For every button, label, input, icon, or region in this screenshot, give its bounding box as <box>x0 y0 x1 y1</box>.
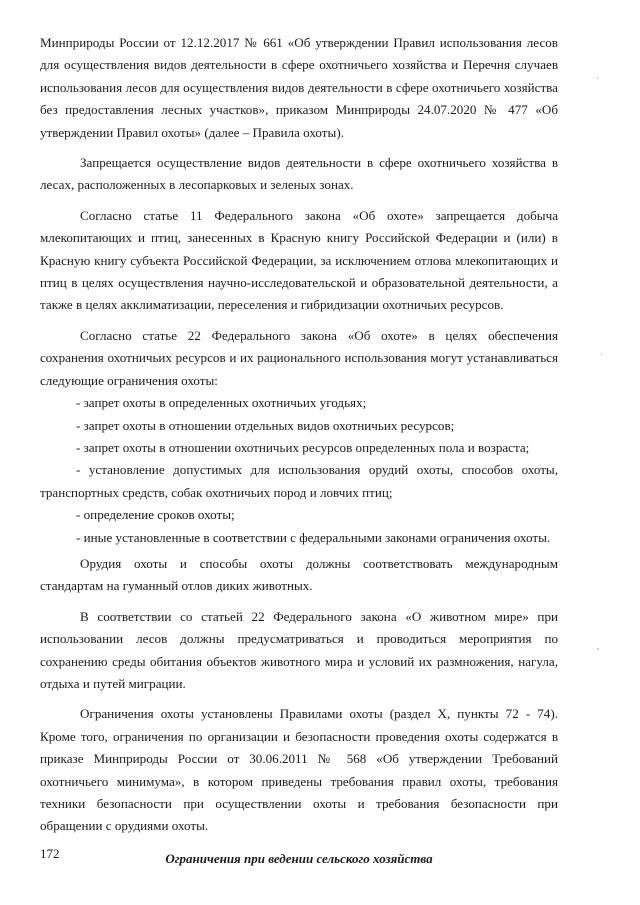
scan-mark: · <box>596 74 599 83</box>
paragraph-hunting-rules: Ограничения охоты установлены Правилами охоты (раздел X, пункты 72 - 74). Кроме того, ограничения по организации и безопасности проведения охоты содержатся в приказе Минприроды России от 30.06.2011 № 568 «Об утверждении Требований охотничьего минимума», в котором приведены требования правил охоты, требования техники безопасности при осуществлении охоты и требования безопасности при обращении с орудиями охоты. <box>40 706 558 834</box>
paragraph-article-22: Согласно статье 22 Федерального закона «Об охоте» в целях обеспечения сохранения охотничьих ресурсов и их рационального использования могут устанавливаться следующие ограничения охоты: <box>40 327 558 388</box>
paragraph-animal-world-law: В соответствии со статьей 22 Федерального закона «О животном мире» при использовании лесов должны предусматриваться и проводиться мероприятия по сохранению среды обитания объектов животного мира и условий их размножения, нагула, отдыха и путей миграции. <box>40 608 558 691</box>
page-number: 172 <box>40 846 60 861</box>
scan-mark: , <box>597 642 599 651</box>
list-item: - запрет охоты в определенных охотничьих угодьях; <box>76 395 367 411</box>
list-item: - иные установленные в соответствии с федеральными законами ограничения охоты. <box>76 529 551 545</box>
paragraph-forest-restriction: Запрещается осуществление видов деятельности в сфере охотничьего хозяйства в лесах, расположенных в лесопарковых и зеленых зонах. <box>40 155 558 193</box>
paragraph-continuation: Минприроды России от 12.12.2017 № 661 «Об утверждении Правил использования лесов для осуществления видов деятельности в сфере охотничьего хозяйства и Перечня случаев использования лесов для осуществления видов деятельности в сфере охотничьего хозяйства без предоставления лесных участков», приказом Минприроды 24.07.2020 № 477 «Об утверждении Правил охоты» (далее – Правила охоты). <box>40 35 558 140</box>
page-body <box>40 32 558 870</box>
list-item: - определение сроков охоты; <box>76 507 235 523</box>
section-heading: Ограничения при ведении сельского хозяйства <box>165 850 433 866</box>
list-item: - установление допустимых для использования орудий охоты, способов охоты, транспортных средств, собак охотничьих пород и ловчих птиц; <box>40 462 558 500</box>
paragraph-red-book: Согласно статье 11 Федерального закона «Об охоте» запрещается добыча млекопитающих и птиц, занесенных в Красную книгу Российской Федерации и (или) в Красную книгу субъекта Российской Федерации, за исключением отлова млекопитающих и птиц в целях осуществления научно-исследовательской и образовательной деятельности, а также в целях акклиматизации, переселения и гибридизации охотничьих ресурсов. <box>40 207 558 313</box>
list-item: - запрет охоты в отношении отдельных видов охотничьих ресурсов; <box>76 417 455 433</box>
scan-mark: · <box>600 350 603 359</box>
paragraph-humane-trapping: Орудия охоты и способы охоты должны соответствовать международным стандартам на гуманный отлов диких животных. <box>40 555 558 594</box>
list-item: - запрет охоты в отношении охотничьих ресурсов определенных пола и возраста; <box>76 439 530 455</box>
